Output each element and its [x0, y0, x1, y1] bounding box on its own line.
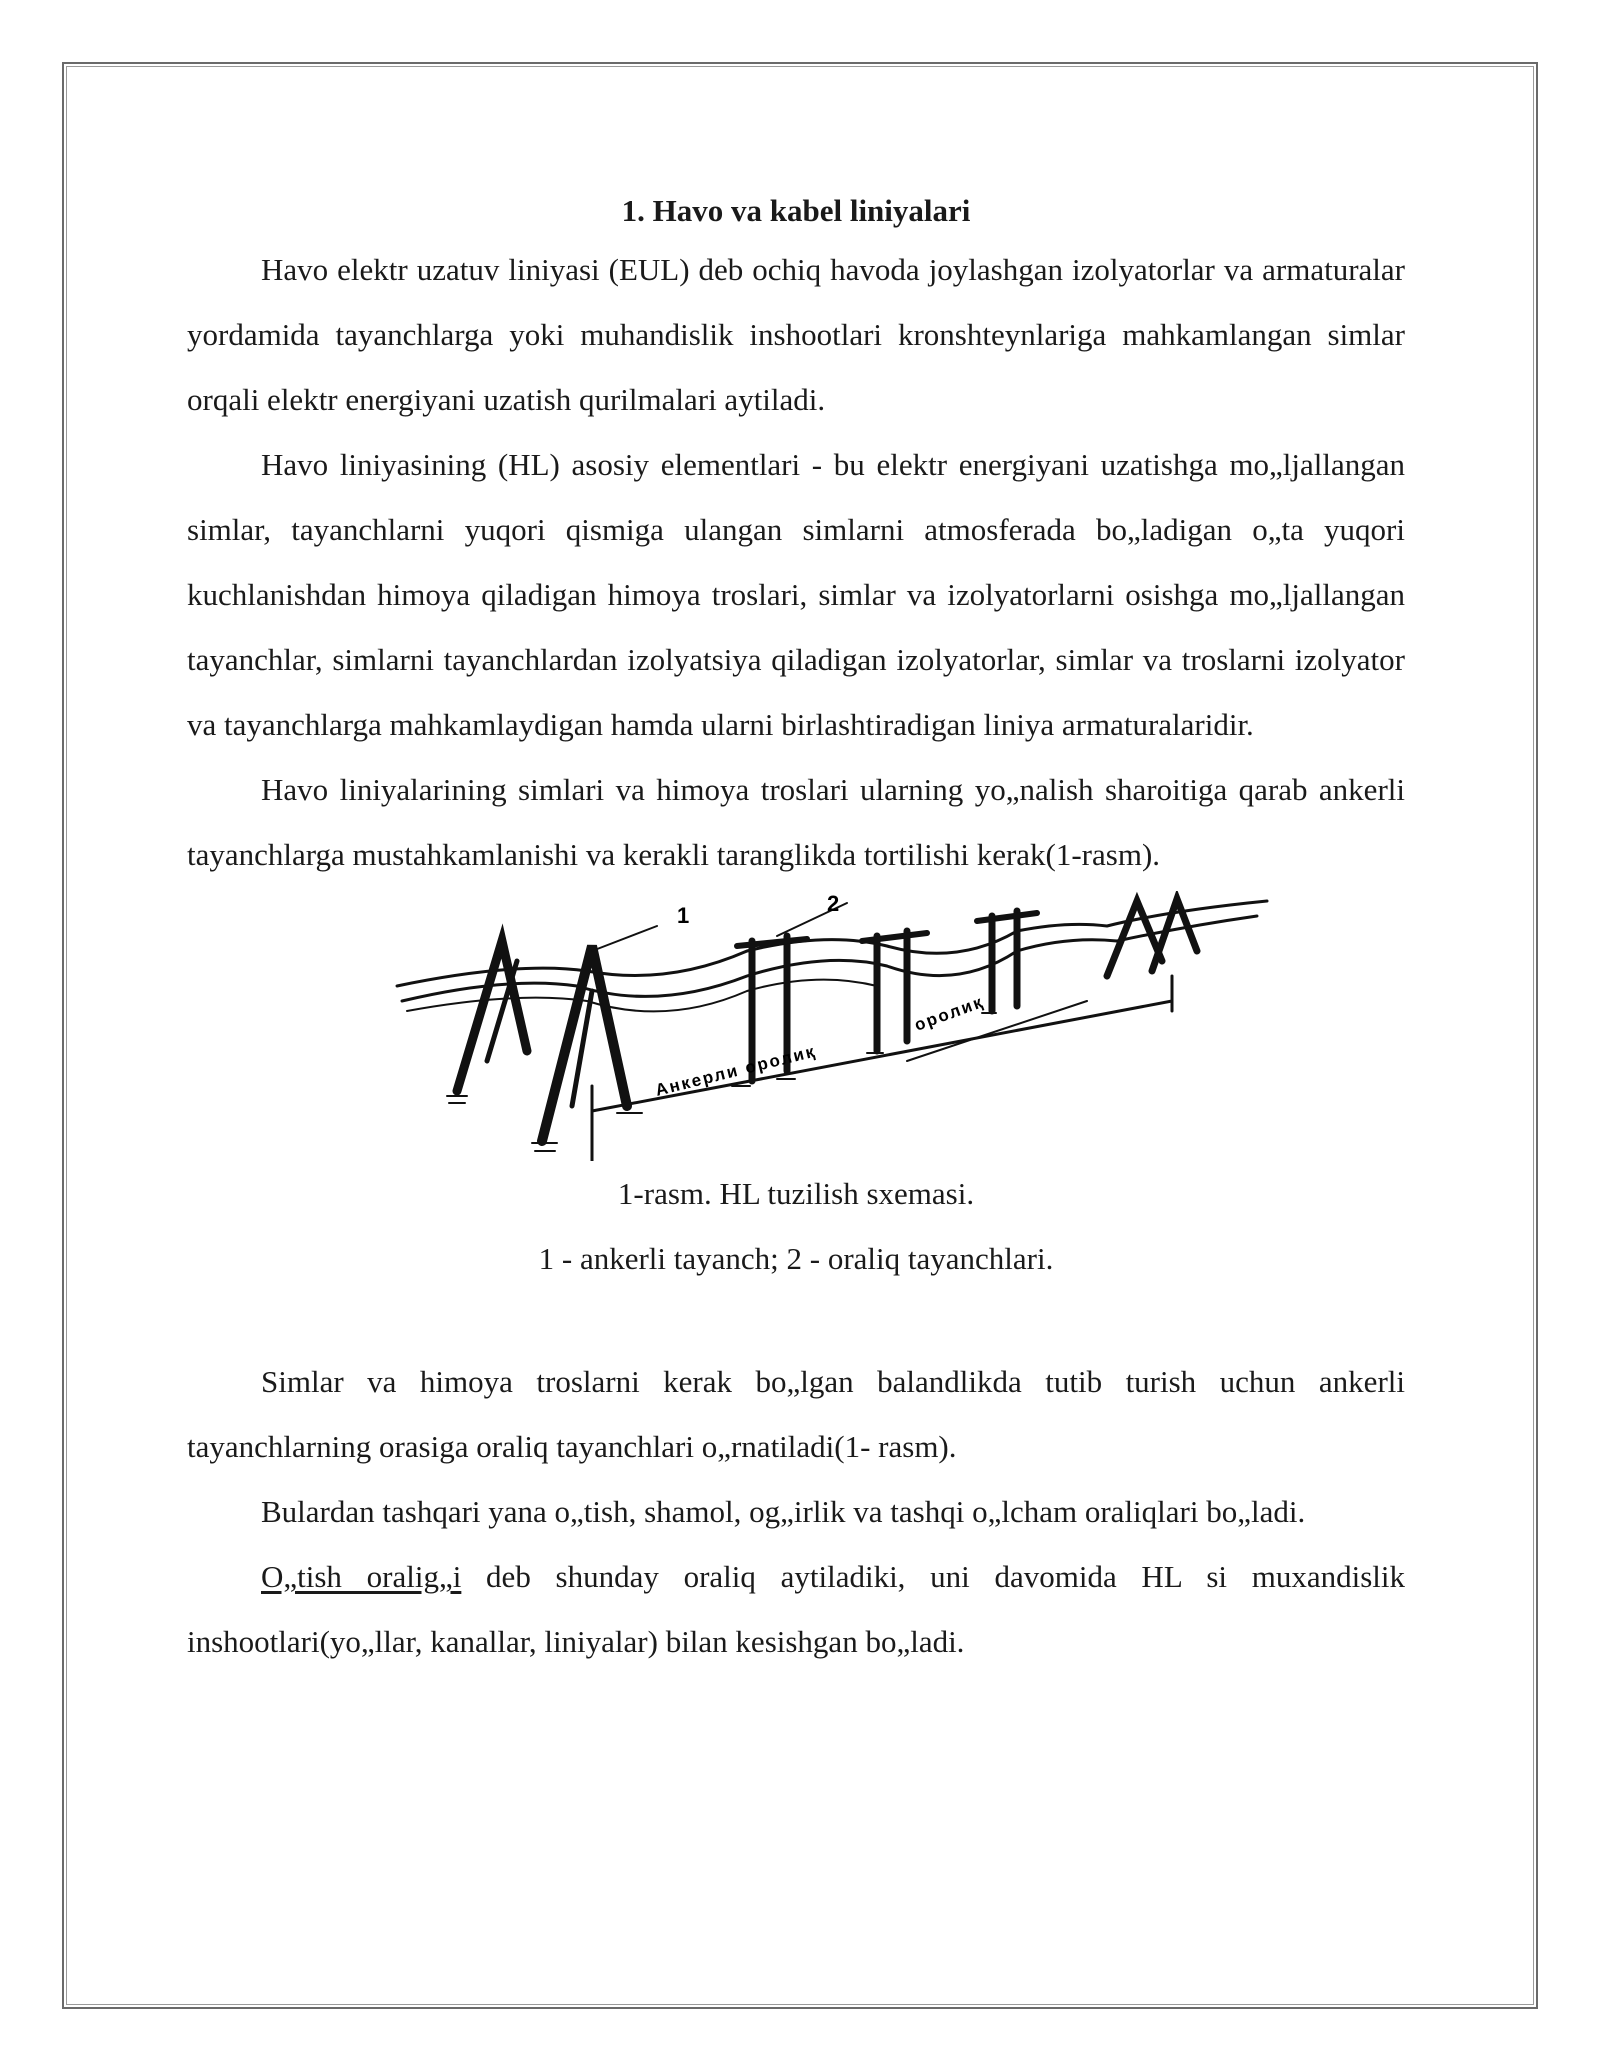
- label-1: 1: [677, 903, 690, 928]
- paragraph-6-text: deb shunday oraliq aytiladiki, uni davomida HL si muxandislik inshootlari(yo„llar, kanallar, liniyalar) bilan kesishgan bo„ladi.: [187, 1559, 1405, 1659]
- power-line-sketch: [187, 891, 1405, 1161]
- power-line-diagram: [187, 891, 1405, 1161]
- span-label-anchor: Анкерли оролиқ: [653, 1041, 819, 1100]
- figure-caption-legend: 1 - ankerli tayanch; 2 - oraliq tayanchlari.: [538, 1241, 1054, 1276]
- document-body: [187, 185, 1405, 1674]
- paragraph-6: [187, 1544, 1405, 1674]
- label-2: 2: [827, 891, 840, 916]
- term-crossing-span: O„tish oralig„i: [261, 1559, 462, 1594]
- paragraph-4: Simlar va himoya troslarni kerak bo„lgan balandlikda tutib turish uchun ankerli tayanchlarning orasiga oraliq tayanchlari o„rnatiladi(1- rasm).: [187, 1364, 1405, 1464]
- paragraph-2: Havo liniyasining (HL) asosiy elementlari - bu elektr energiyani uzatishga mo„ljallangan simlar, tayanchlarni yuqori qismiga ulangan simlarni atmosferada bo„ladigan o„ta yuqori kuchlanishdan himoya qiladigan himoya troslari, simlar va izolyatorlarni osishga mo„ljallangan tayanchlar, simlarni tayanchlardan izolyatsiya qiladigan izolyatorlar, simlar va troslarni izolyator va tayanchlarga mahkamlaydigan hamda ularni birlashtiradigan liniya armaturalaridir.: [187, 447, 1405, 742]
- figure-caption-title: 1-rasm. HL tuzilish sxemasi.: [617, 1176, 975, 1211]
- span-label-intermediate: оролиқ: [911, 992, 987, 1035]
- paragraph-3: Havo liniyalarining simlari va himoya troslari ularning yo„nalish sharoitiga qarab ankerli tayanchlarga mustahkamlanishi va kerakli taranglikda tortilishi kerak(1-rasm).: [187, 772, 1405, 872]
- section-title: 1. Havo va kabel liniyalari: [621, 193, 971, 228]
- paragraph-5: Bulardan tashqari yana o„tish, shamol, og„irlik va tashqi o„lcham oraliqlari bo„ladi.: [261, 1494, 1306, 1529]
- paragraph-1: Havo elektr uzatuv liniyasi (EUL) deb ochiq havoda joylashgan izolyatorlar va armaturalar yordamida tayanchlarga yoki muhandislik inshootlari kronshteynlariga mahkamlangan simlar orqali elektr energiyani uzatish qurilmalari aytiladi.: [187, 252, 1405, 417]
